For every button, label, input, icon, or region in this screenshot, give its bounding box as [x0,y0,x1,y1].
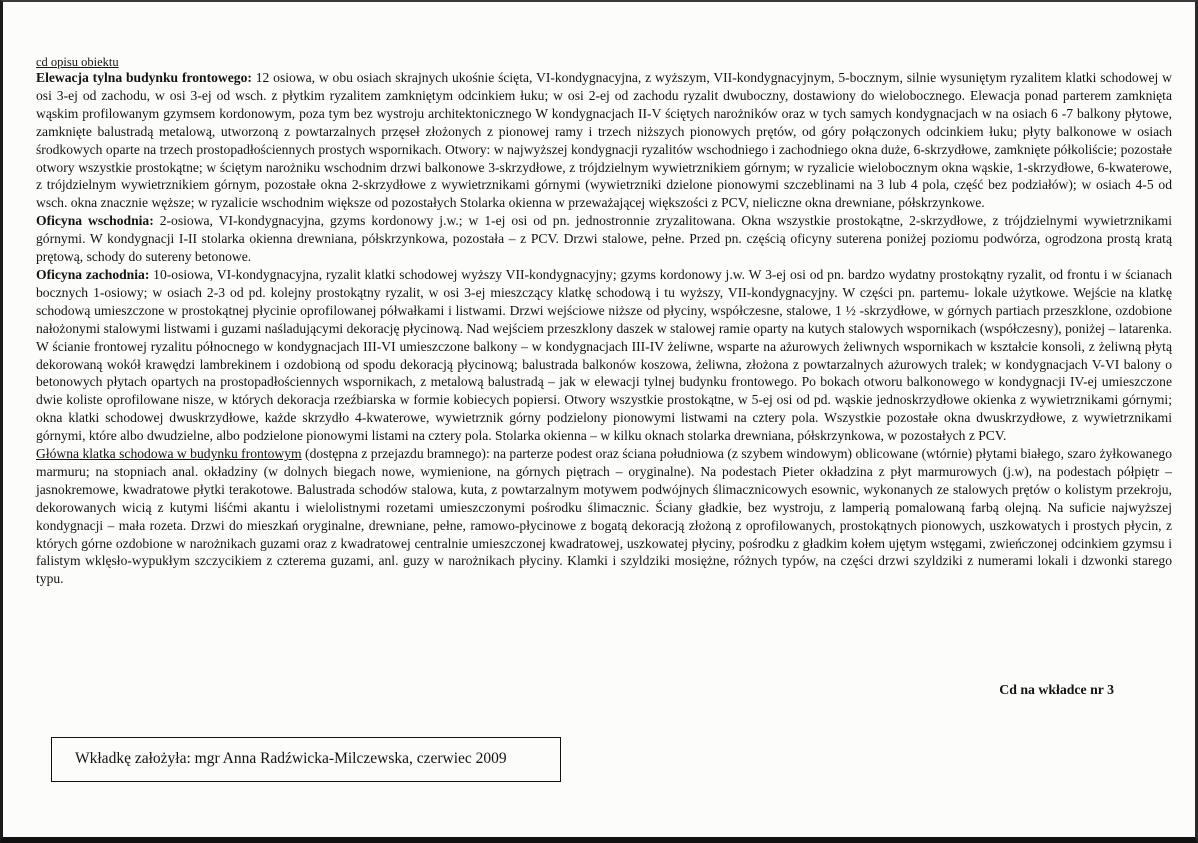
paragraph-text: 12 osiowa, w obu osiach skrajnych ukośnie ścięta, VI-kondygnacyjna, z wyższym, VII-kondygnacyjnym, 5-bocznym, silnie wysuniętym ryzalitem klatki schodowej w osi 3-ej od zachodu, w osi 3-ej od wsch. z płytkim ryzalitem zamkniętym odcinkiem łuku; w osi 2-ej od zachodu ryzalit dwuboczny, dostawiony do wielobocznego. Elewacja ponad parterem zamknięta wąskim profilowanym gzymsem kordonowym, poza tym bez wystroju architektonicznego W kondygnacjach II-V ściętych narożników oraz w tych samych kondygnacjach w na osiach 6 -7 balkony płytowe, zamknięte balustradą metalową, utworzoną z powtarzalnych przęseł złożonych z pionowej ramy i trzech niższych pionowych prętów, od góry połączonych odcinkiem łuku; płyty balkonowe w osiach środkowych oparte na trzech prostopadłościennych prostych wspornikach. Otwory: w najwyższej kondygnacji ryzalitów wschodniego i zachodniego okna duże, 6-skrzydłowe, zamknięte półkoliście; pozostałe otwory wszystkie prostokątne; w ściętym narożniku wschodnim drzwi balkonowe 3-skrzydłowe, z trójdzielnym wywietrznikiem górnym; w ryzalicie wielobocznym okna wąskie, 1-skrzydłowe, 6-kwaterowe, z trójdzielnym wywietrznikiem górnym, pozostałe okna 2-skrzydłowe z wywietrznikami górnymi (wywietrzniki dzielone pionowymi szczeblinami na 3 lub 4 pola, część bez podziałów); w osiach 4-5 od wsch. okna znacznie węższe; w ryzalicie wschodnim większe od pozostałych Stolarka okienna w przeważającej większości z PCV, nieliczne okna drewniane, półskrzynkowe. [36,70,1172,211]
author-footer [51,737,561,782]
paragraph-text: 2-osiowa, VI-kondygnacyjna, gzyms kordonowy j.w.; w 1-ej osi od pn. jednostronnie zryzalitowana. Okna wszystkie prostokątne, 2-skrzydłowe, z trójdzielnymi wywietrznikami górnymi. W kondygnacji I-II stolarka okienna drewniana, półskrzynkowa, pozostała – z PCV. Drzwi stalowe, pełne. Przed pn. częścią oficyny suterena poniżej poziomu podwórza, ogrodzona prostą kratą prętową, schody do sutereny betonowe. [36,213,1172,265]
paragraph-title: Elewacja tylna budynku frontowego: [36,70,252,85]
paragraph-title: Oficyna zachodnia: [36,266,150,282]
paragraph-main-staircase [36,445,1172,588]
author-note: Wkładkę założyła: mgr Anna Radźwicka-Milczewska, czerwiec 2009 [75,750,507,767]
paragraph-text: 10-osiowa, VI-kondygnacyjna, ryzalit klatki schodowej wyższy VII-kondygnacyjny; gzyms kordonowy j.w. W 3-ej osi od pn. bardzo wydatny prostokątny ryzalit, od frontu i w ścianach bocznych 1-osiowy; w osiach 2-3 od pd. kolejny prostokątny ryzalit, w osi 3-ej mieszczący klatkę schodową i tu wyższy, VII-kondygnacyjny. W części pn. partemu- lokale użytkowe. Wejście na klatkę schodową umieszczone w prostokątnej płycinie oprofilowanej półwałkami i listwami. Drzwi wejściowe niższe od płyciny, współczesne, stalowe, 1 ½ -skrzydłowe, w górnych partiach przeszklone, ozdobione nałożonymi stalowymi listwami i guzami naśladującymi dekorację płycinową. Nad wejściem przeszklony daszek w stalowej ramie oparty na kutych stalowych wspornikach (współczesny), poniżej – latarenka. W ścianie frontowej ryzalitu północnego w kondygnacjach III-VI umieszczone balkony – w kondygnacjach III-IV żeliwne, wsparte na ażurowych żeliwnych wspornikach w kształcie konsoli, z żeliwną płytą dekorowaną wokół krawędzi lambrekinem i ozdobioną od spodu dekoracją płycinową; balustrada balkonów koszowa, żeliwna, złożona z powtarzalnych ażurowych tralek; w kondygnacjach V-VI balony o betonowych płytach opartych na prostopadłościennych wspornikach, z metalową balustradą – jak w elewacji tylnej budynku frontowego. Po bokach otworu balkonowego w kondygnacji IV-ej umieszczone dwie koliste oprofilowane nisze, w których dekoracja rzeźbiarska w formie kobiecych popiersi. Otwory wszystkie prostokątne, w 5-ej osi od pd. wąskie jednoskrzydłowe okienka z wywietrznikami górnymi; okna klatki schodowej dwuskrzydłowe, każde skrzydło 4-kwaterowe, wywietrznik górny podzielony pionowymi listwami na cztery pola. Wszystkie pozostałe okna dwuskrzydłowe, z wywietrznikami górnymi, które albo dwudzielne, albo podzielone pionowymi listami na cztery pola. Stolarka okienna – w kilku oknach stolarka drewniana, półskrzynkowa, w pozostałych z PCV. [36,266,1172,444]
paragraph-rear-elevation [36,69,1172,212]
paragraph-title: Oficyna wschodnia: [36,213,154,229]
paragraph-west-annex [36,266,1172,445]
paragraph-title: Główna klatka schodowa w budynku frontowym [36,446,302,462]
continuation-note: Cd na wkładce nr 3 [999,682,1114,697]
document-body [36,56,1172,588]
paragraph-text: (dostępna z przejazdu bramnego): na parterze podest oraz ściana południowa (z szybem windowym) oblicowane (wtórnie) płytami białego, szaro żyłkowanego marmuru; na stopniach anal. okładziny (w dolnych biegach nowe, wymienione, na górnych piętrach – oryginalne). Na podestach Pieter okładzina z płyt marmurowych (j.w), na podestach półpiętr – jasnokremowe, kwadratowe płytki terakotowe. Balustrada schodów stalowa, kuta, z powtarzalnym motywem podwójnych ślimacznicowych esownic, wykonanych ze stalowych prętów o kolistym przekroju, dekorowanych wicią z kutymi liśćmi akantu i wielolistnymi rozetami umieszczonymi pośrodku ślimacznic. Ściany gładkie, bez wystroju, z lamperią pomalowaną farbą olejną. Na suficie najwyższej kondygnacji – mała rozeta. Drzwi do mieszkań oryginalne, drewniane, pełne, ramowo-płycinowe z bogatą dekoracją złożoną z oprofilowanych, prostokątnych pionowych, uszkowatych i prostych płycin, z których górne ozdobione w narożnikach guzami oraz z kwadratowej centralnie umieszczonej kwadratowej, uszkowatej płyciny, pośrodku z gładkim kołem ujętym wstęgami, zwieńczonej odcinkiem gzymsu i falistym wklęsło-wypukłym szczycikiem z czterema guzami, anl. guzy w narożnikach płyciny. Klamki i szyldziki mosiężne, różnych typów, na części drzwi szyldziki z numerami lokali i dzwonki starego typu. [36,446,1172,587]
section-reference: cd opisu obiektu [36,55,119,69]
paragraph-east-annex [36,212,1172,266]
